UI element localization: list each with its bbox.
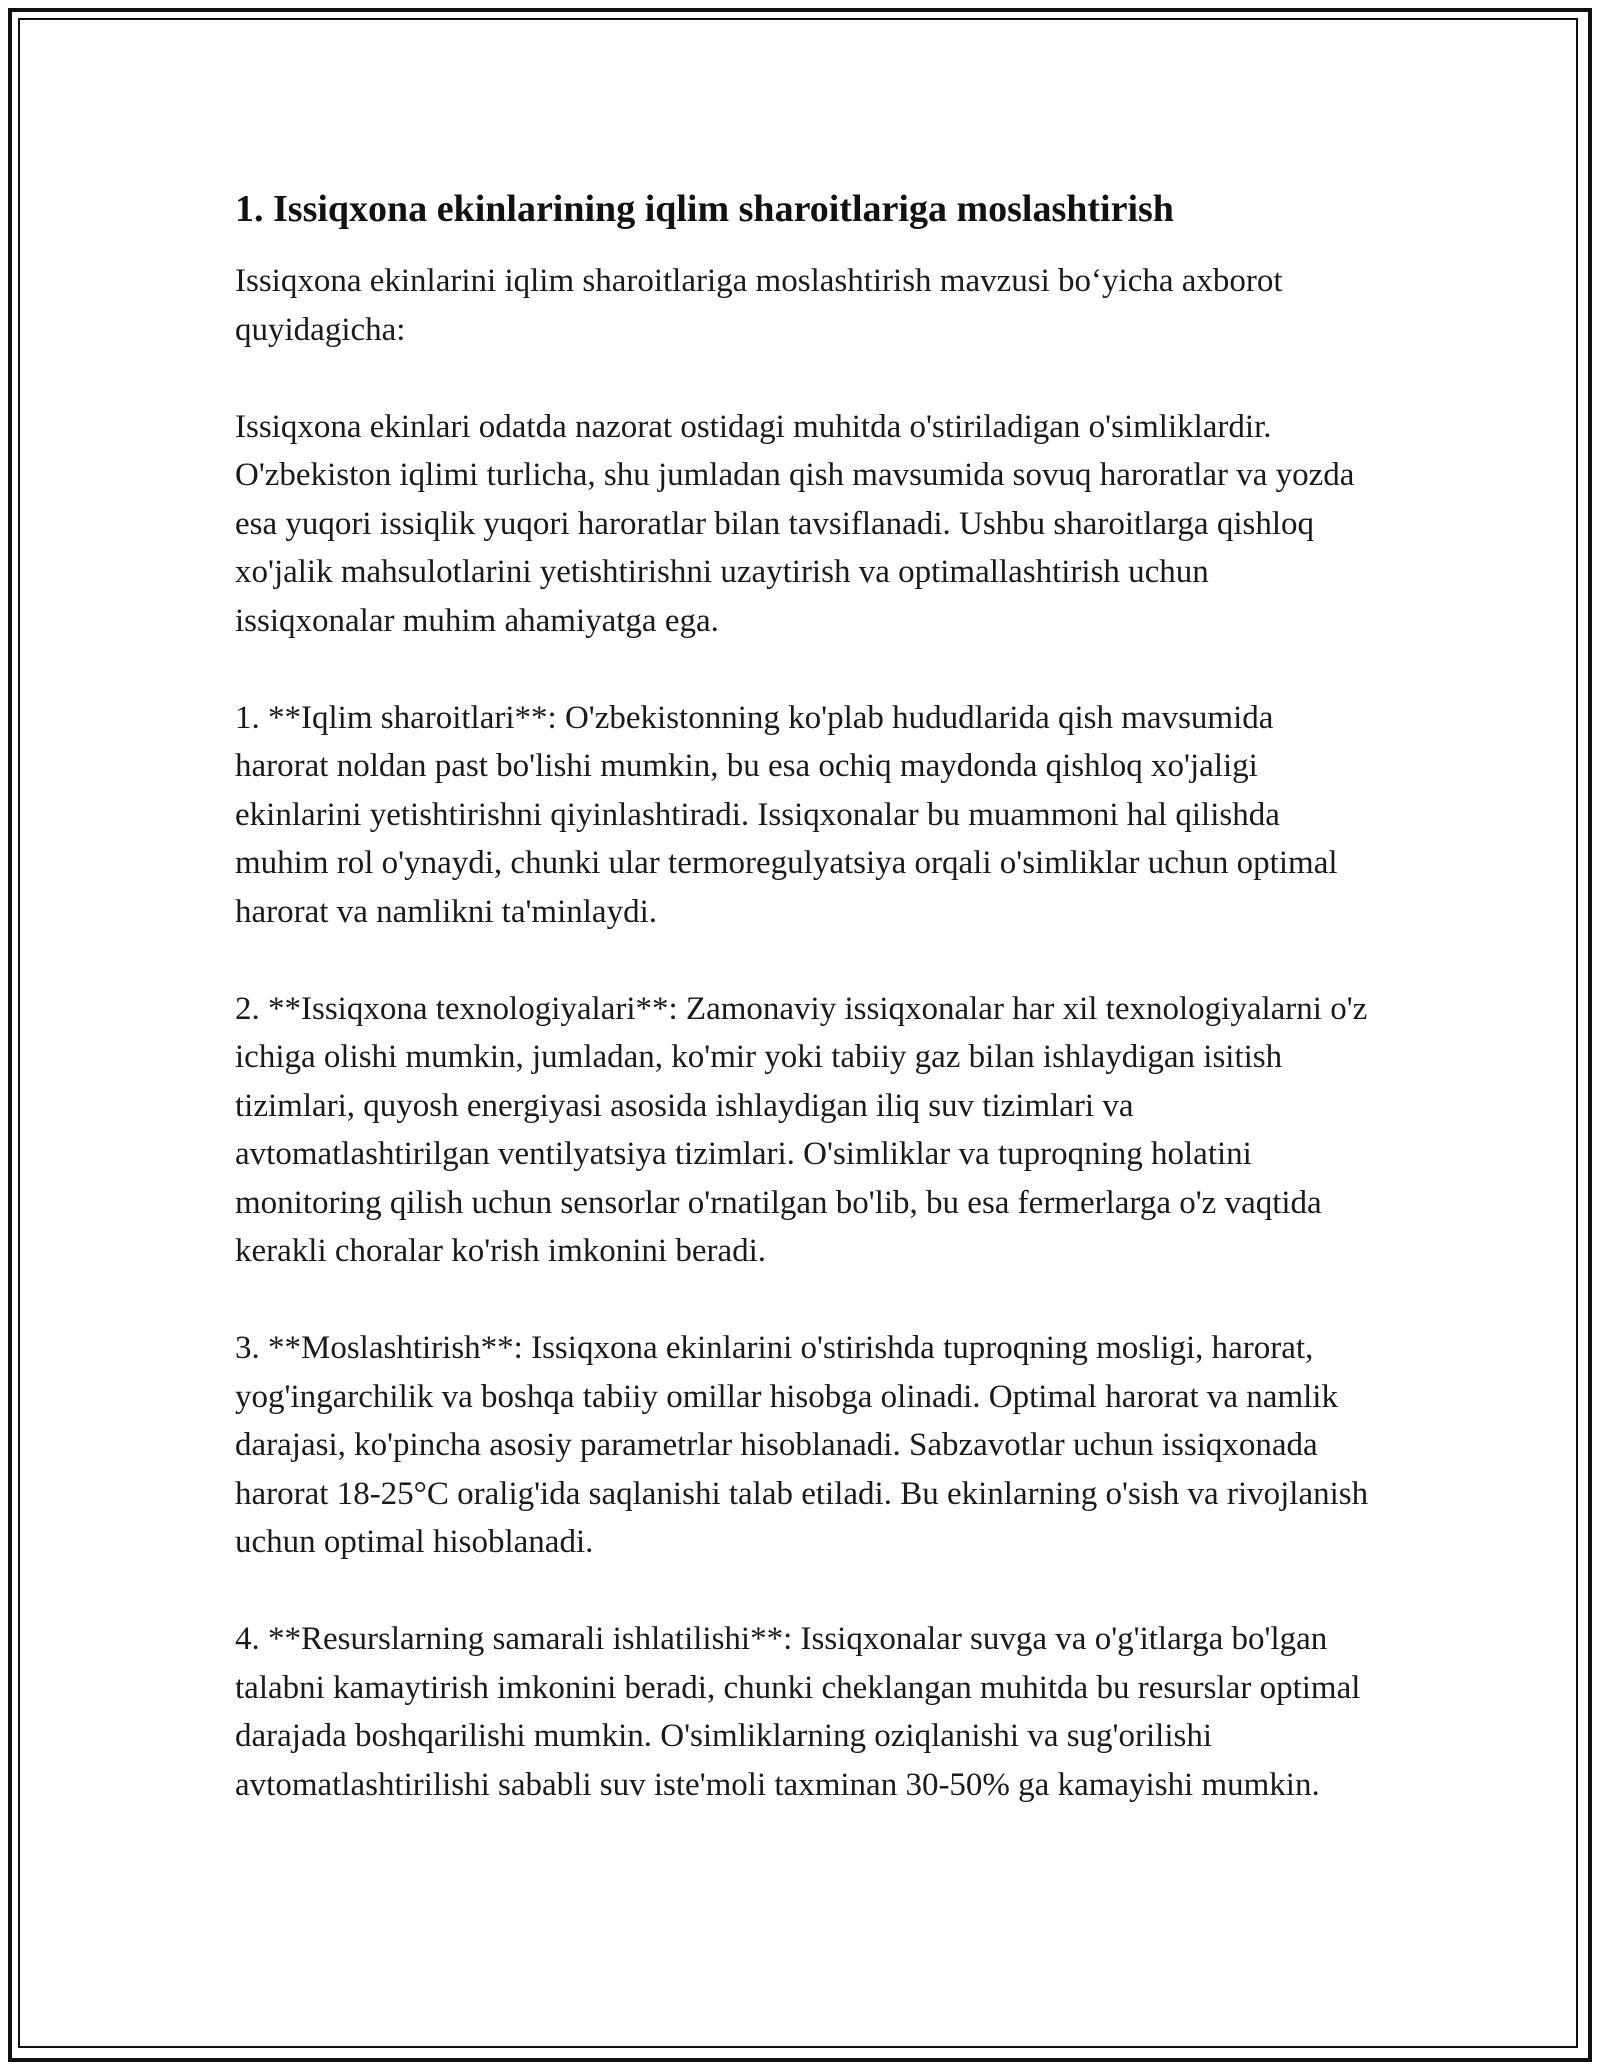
list-item-adaptation: 3. **Moslashtirish**: Issiqxona ekinlarini o'stirishda tuproqning mosligi, harorat, yog'ingarchilik va boshqa tabiiy omillar hisobga olinadi. Optimal harorat va namlik darajasi, ko'pincha asosiy parametrlar hisoblanadi. Sabzavotlar uchun issiqxonada harorat 18-25°C oralig'ida saqlanishi talab etiladi. Bu ekinlarning o'sish va rivojlanish uchun optimal hisoblanadi. <box>235 1330 1369 1560</box>
intro-paragraph: Issiqxona ekinlarini iqlim sharoitlariga moslashtirish mavzusi bo‘yicha axborot quyidagicha: <box>235 263 1283 348</box>
document-title: 1. Issiqxona ekinlarining iqlim sharoitlariga moslashtirish <box>235 188 1174 230</box>
list-item-resources: 4. **Resurslarning samarali ishlatilishi**: Issiqxonalar suvga va o'g'itlarga bo'lgan talabni kamaytirish imkonini beradi, chunki cheklangan muhitda bu resurslar optimal darajada boshqarilishi mumkin. O'simliklarning oziqlanishi va sug'orilishi avtomatlashtirilishi sababli suv iste'moli taxminan 30-50% ga kamayishi mumkin. <box>235 1621 1361 1803</box>
list-item-technologies: 2. **Issiqxona texnologiyalari**: Zamonaviy issiqxonalar har xil texnologiyalarni o'z ichiga olishi mumkin, jumladan, ko'mir yoki tabiiy gaz bilan ishlaydigan isitish tizimlari, quyosh energiyasi asosida ishlaydigan iliq suv tizimlari va avtomatlashtirilgan ventilyatsiya tizimlari. O'simliklar va tuproqning holatini monitoring qilish uchun sensorlar o'rnatilgan bo'lib, bu esa fermerlarga o'z vaqtida kerakli choralar ko'rish imkonini beradi. <box>235 990 1368 1269</box>
document-page <box>235 185 1375 1809</box>
list-item-climate: 1. **Iqlim sharoitlari**: O'zbekistonning ko'plab hududlarida qish mavsumida harorat noldan past bo'lishi mumkin, bu esa ochiq maydonda qishloq xo'jaligi ekinlarini yetishtirishni qiyinlashtiradi. Issiqxonalar bu muammoni hal qilishda muhim rol o'ynaydi, chunki ular termoregulyatsiya orqali o'simliklar uchun optimal harorat va namlikni ta'minlaydi. <box>235 699 1338 930</box>
overview-paragraph: Issiqxona ekinlari odatda nazorat ostidagi muhitda o'stiriladigan o'simliklardir. O'zbekiston iqlimi turlicha, shu jumladan qish mavsumida sovuq haroratlar va yozda esa yuqori issiqlik yuqori haroratlar bilan tavsiflanadi. Ushbu sharoitlarga qishloq xo'jalik mahsulotlarini yetishtirishni uzaytirish va optimallashtirish uchun issiqxonalar muhim ahamiyatga ega. <box>235 408 1355 639</box>
